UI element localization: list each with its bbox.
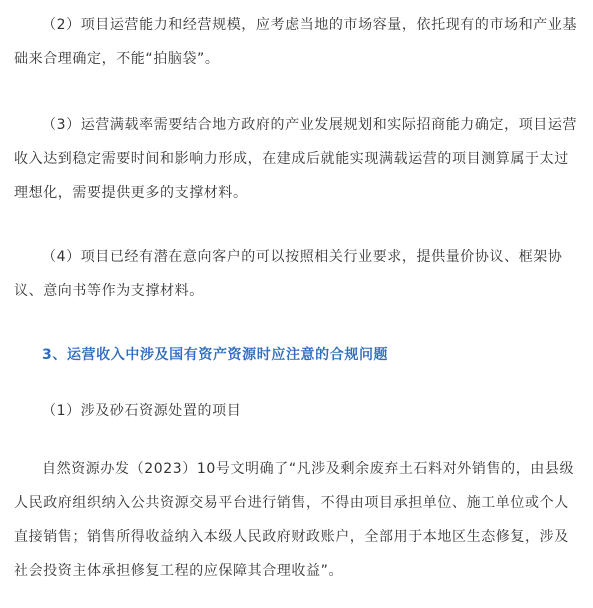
paragraph-full-load-rate: （3）运营满载率需要结合地方政府的产业发展规划和实际招商能力确定，项目运营收入达到稳定需要时间和影响力形成，在建成后就能实现满载运营的项目测算属于太过理想化，需要提供更多的支撑材料。: [14, 117, 578, 201]
paragraph-operating-capacity: （2）项目运营能力和经营规模，应考虑当地的市场容量，依托现有的市场和产业基础来合理确定，不能“拍脑袋”。: [14, 17, 578, 67]
section-heading-compliance: 3、运营收入中涉及国有资产资源时应注意的合规问题: [42, 347, 389, 363]
paragraph-potential-clients: （4）项目已经有潜在意向客户的可以按照相关行业要求，提供量价协议、框架协议、意向书等作为支撑材料。: [14, 249, 563, 299]
paragraph-natural-resources-notice: 自然资源办发（2023）10号文明确了“凡涉及剩余废弃土石料对外销售的，由县级人民政府组织纳入公共资源交易平台进行销售，不得由项目承担单位、施工单位或个人直接销售；销售所得收益纳入本级人民政府财政账户，全部用于本地区生态修复，涉及社会投资主体承担修复工程的应保障其合理收益”。: [14, 461, 575, 579]
paragraph-sand-gravel-subheading: （1）涉及砂石资源处置的项目: [42, 403, 242, 419]
